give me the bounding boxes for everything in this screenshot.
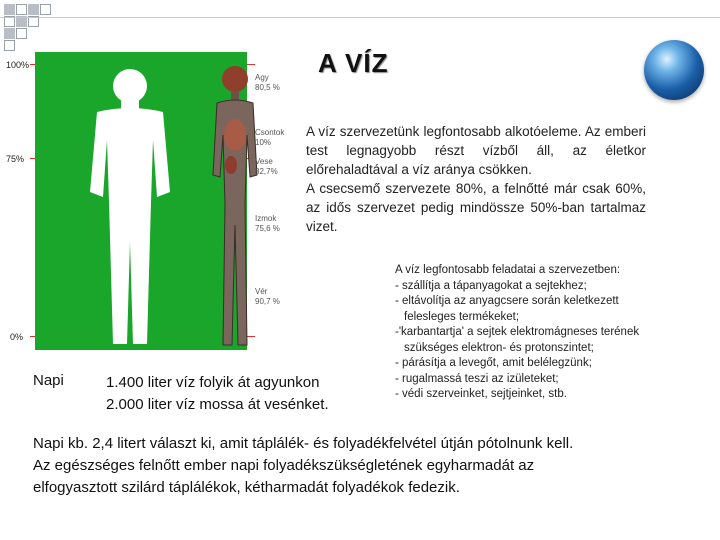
list-item: - párásítja a levegőt, amit belélegzünk; [395,357,592,369]
corner-square-decoration [4,40,15,51]
water-roles-list [395,263,705,403]
scale-label-75: 75% [6,154,25,164]
corner-square-decoration [16,28,27,39]
corner-square-decoration [28,4,39,15]
organ-label-csontok: Csontok 10% [255,128,285,147]
list-item: - eltávolítja az anyagcsere során keletkezett [395,295,619,307]
list-item: felesleges termékeket; [404,310,520,323]
corner-square-decoration [4,4,15,15]
organ-label-vese: Vese 82,7% [255,157,278,176]
roles-heading: A víz legfontosabb feladatai a szervezetben: [395,264,621,276]
bottom-paragraph [33,433,703,499]
bottom-line-1: Napi kb. 2,4 litert választ ki, amit táplálék- és folyadékfelvétel útján pótolnunk kell. [33,435,574,452]
organ-label-ver: Vér 90,7 % [255,287,280,306]
list-item: - szállítja a tápanyagokat a sejtekhez; [395,279,587,292]
bottom-line-3: elfogyasztott szilárd táplálékok, kétharmadát folyadékok fedezik. [33,479,460,496]
list-item: - rugalmassá teszi az izületeket; [395,372,559,385]
corner-square-decoration [40,4,51,15]
header-rule [0,17,720,18]
daily-fact-kidney: 2.000 liter víz mossa át vesénket. [106,396,329,413]
daily-label: Napi [33,372,64,389]
anatomy-figure [205,55,265,355]
corner-square-decoration [16,4,27,15]
intro-paragraph-1: A víz szervezetünk legfontosabb alkotóeleme. Az emberi test legnagyobb részt vízből áll, az életkor előrehaladtával a víz aránya csökken. [306,124,646,177]
page-title: A VÍZ [318,48,389,78]
corner-square-decoration [4,28,15,39]
organ-label-agy: Agy 80,5 % [255,73,280,92]
daily-facts [106,372,329,416]
scale-label-0: 0% [10,332,24,342]
daily-fact-brain: 1.400 liter víz folyik át agyunkon [106,374,320,391]
intro-text [306,122,646,236]
list-item: - védi szerveinket, sejtjeinket, stb. [395,388,567,400]
bottom-line-2: Az egészséges felnőtt ember napi folyadékszükségletének egyharmadát az [33,457,535,474]
list-item: szükséges elektron- és protonszintet; [404,341,594,354]
organ-label-izmok: Izmok 75,6 % [255,214,280,233]
list-item: -'karbantartja' a sejtek elektromágneses terének [395,326,640,338]
globe-icon [644,40,704,100]
scale-label-100: 100% [6,60,30,70]
intro-paragraph-2: A csecsemő szervezete 80%, a felnőtté már csak 60%, az idős szervezet pedig mindössze 50%-ban tartalmaz vizet. [306,181,646,234]
